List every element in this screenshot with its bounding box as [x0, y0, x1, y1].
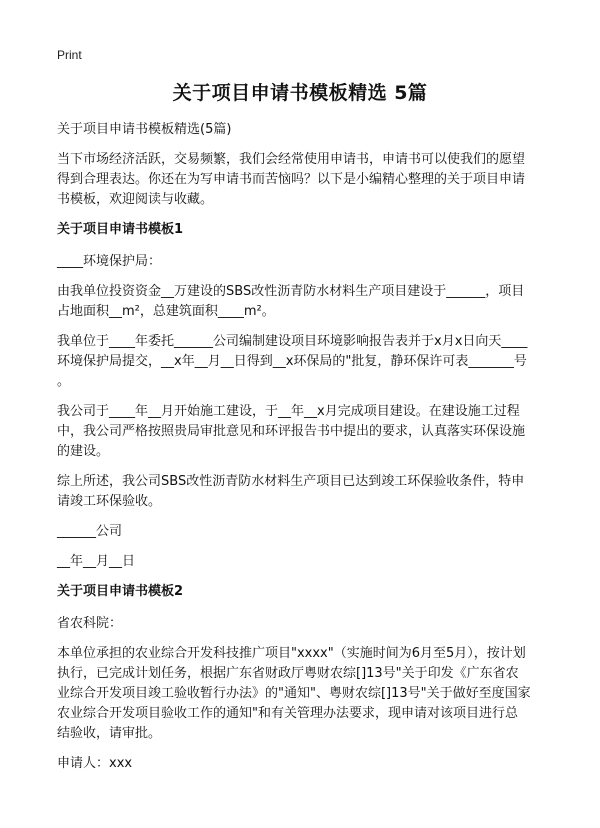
document-title: 关于项目申请书模板精选 5篇	[172, 82, 428, 104]
text-line: ______公司	[57, 524, 123, 539]
text-line: 申请人：xxx	[57, 756, 133, 771]
text-line: 结验收，请审批。	[57, 726, 162, 741]
text-line: 我单位于____年委托______公司编制建设项目环境影响报告表并于x月x日向天____	[57, 334, 528, 349]
text-line: 环境保护局提交，__x年__月__日得到__x环保局的"批复，静环保许可表_______号	[57, 354, 527, 369]
addressee-line	[57, 614, 548, 634]
print-link[interactable]: Print	[57, 48, 82, 62]
text-line: 由我单位投资资金__万建设的SBS改性沥青防水材料生产项目建设于______，项目	[57, 284, 525, 299]
section-heading: 关于项目申请书模板1	[57, 222, 184, 237]
text-line: 占地面积__m²，总建筑面积____m²。	[57, 304, 275, 319]
body-paragraph	[57, 402, 548, 462]
section-heading: 关于项目申请书模板2	[57, 584, 184, 599]
intro-paragraph	[57, 150, 548, 210]
text-line: 我公司于____年__月开始施工建设，于__年__x月完成项目建设。在建设施工过程	[57, 404, 520, 419]
text-line: 请竣工环保验收。	[57, 494, 162, 509]
body-paragraph	[57, 472, 548, 512]
text-line: 综上所述，我公司SBS改性沥青防水材料生产项目已达到竣工环保验收条件，特申	[57, 474, 525, 489]
text-line: __年__月__日	[57, 554, 136, 569]
addressee-line	[57, 252, 548, 272]
signature-date	[57, 552, 548, 572]
signature-company	[57, 522, 548, 542]
text-line: ____环境保护局：	[57, 254, 162, 269]
body-paragraph	[57, 332, 548, 392]
document-subtitle: 关于项目申请书模板精选(5篇)	[57, 122, 232, 137]
text-line: 执行，已完成计划任务，根据广东省财政厅粤财农综[]13号"关于印发《广东省农	[57, 666, 519, 681]
applicant-line	[57, 754, 548, 774]
text-line: 中，我公司严格按照贵局审批意见和环评报告书中提出的要求，认真落实环保设施	[57, 424, 526, 439]
intro-line: 当下市场经济活跃，交易频繁，我们会经常使用申请书，申请书可以使我们的愿望	[57, 152, 526, 167]
body-paragraph	[57, 282, 548, 322]
text-line: 的建设。	[57, 444, 110, 459]
body-paragraph	[57, 644, 548, 744]
text-line: 本单位承担的农业综合开发科技推广项目"xxxx"（实施时间为6月至5月），按计划	[57, 646, 526, 661]
document-body	[57, 120, 548, 784]
intro-line: 书模板，欢迎阅读与收藏。	[57, 192, 214, 207]
text-line: 。	[57, 374, 71, 389]
intro-line: 得到合理表达。你还在为写申请书而苦恼吗？以下是小编精心整理的关于项目申请	[57, 172, 526, 187]
text-line: 农业综合开发项目验收工作的通知"和有关管理办法要求，现申请对该项目进行总	[57, 706, 518, 721]
text-line: 业综合开发项目竣工验收暂行办法》的"通知"、粤财农综[]13号"关于做好至度国家	[57, 686, 531, 701]
text-line: 省农科院：	[57, 616, 123, 631]
